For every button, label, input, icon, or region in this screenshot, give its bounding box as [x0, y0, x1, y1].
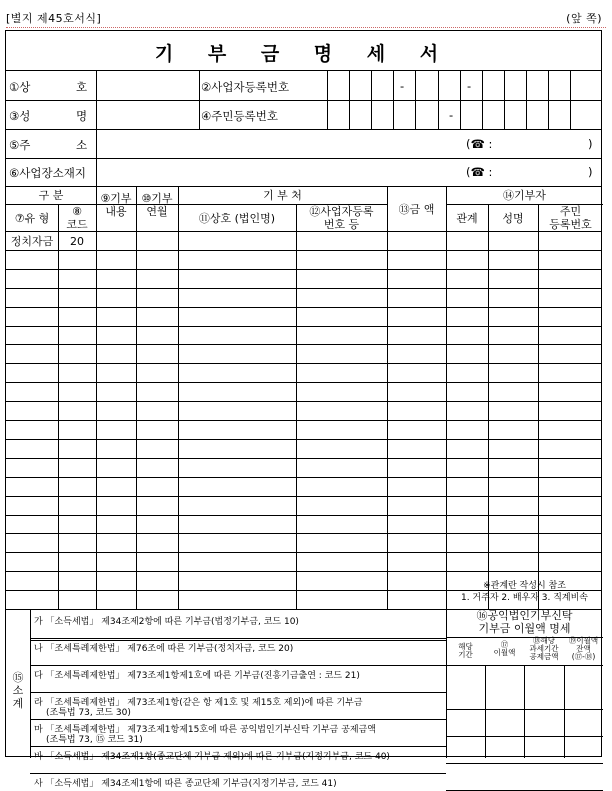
donation-form [5, 30, 602, 789]
subtotal-item: 바 「소득세법」 제34조제1항(종교단체 기부금 제외)에 따른 기부금(지정기부금, 코드 40) [34, 752, 390, 762]
relation-note-title: ※관계란 작성시 참조 [483, 581, 566, 591]
rule [446, 763, 603, 764]
rule [199, 70, 200, 129]
col-amount: ⑬금 액 [398, 203, 435, 216]
col-donor-group: ⑭기부자 [503, 189, 546, 202]
form-number: [별지 제45호서식] [6, 12, 102, 25]
subtotal-side-label: ⑮ 소 계 [12, 671, 24, 710]
rep-name-label: ③성 [9, 109, 31, 123]
subtotal-item: 다 「조세특례제한법」 제73조제1항제1호에 따른 기부금(진흥기금출연 : 코드 21) [34, 671, 360, 681]
col-donee-name: ⑪상호 (법인명) [198, 212, 276, 225]
rule [30, 638, 446, 639]
row-type: 정치자금 [10, 235, 54, 248]
phone-open-1: (☎ : [466, 137, 493, 151]
rule [58, 204, 59, 609]
rule [30, 640, 446, 641]
trade-name-label: ①상 [9, 80, 31, 94]
rule [548, 70, 549, 129]
col-donor-rrn: 주민 등록번호 [549, 205, 592, 231]
address-label: ⑤주 [9, 138, 31, 152]
biz-place-label: ⑥사업장소재지 [9, 166, 86, 180]
rule [30, 692, 446, 693]
rule [349, 70, 350, 129]
col-type: ⑦유 형 [14, 212, 50, 225]
rule [30, 746, 446, 747]
row-code: 20 [70, 235, 84, 248]
subtotal-item-note: (조특법 73, ⑮ 코드 31) [46, 735, 143, 745]
trust-col-carryover: ⑰ 이월액 [493, 640, 516, 657]
form-title: 기 부 금 명 세 서 [154, 43, 453, 65]
phone-open-2: (☎ : [466, 165, 493, 179]
rule [570, 70, 571, 129]
subtotal-item: 나 「조세특례제한법」 제76조에 따른 기부금(정치자금, 코드 20) [34, 644, 294, 654]
dotted-rule [6, 27, 606, 28]
bizno-dash-1: - [400, 79, 405, 93]
rule [178, 186, 179, 609]
rule [371, 70, 372, 129]
rule [504, 70, 505, 129]
rule [30, 719, 446, 720]
subtotal-item: 마 「조세특례제한법」 제73조제1항제15호에 따른 공익법인기부신탁 기부금 공제금액 [34, 725, 377, 735]
rule [387, 186, 388, 609]
page-side: (앞 쪽) [566, 12, 602, 25]
rule [438, 70, 439, 129]
address-label-2: 소 [76, 138, 88, 152]
bizno-dash-2: - [467, 79, 472, 93]
rule [485, 665, 486, 758]
rep-name-label-2: 명 [76, 109, 88, 123]
rule [524, 665, 525, 758]
subtotal-item: 사 「소득세법」 제34조제1항에 따른 종교단체 기부금(지정기부금, 코드 41) [34, 779, 337, 789]
subtotal-item: 가 「소득세법」 제34조제2항에 따른 기부금(법정기부금, 코드 10) [34, 617, 299, 627]
rule [30, 609, 31, 758]
relation-note-body: 1. 거주자 2. 배우자 3. 직계비속 [460, 593, 588, 603]
rule [30, 665, 446, 666]
trust-col-deduction: ⑱해당 과세기간 공제금액 [529, 636, 559, 661]
col-donor-name: 성명 [502, 212, 524, 225]
col-code: ⑧ 코드 [66, 205, 88, 231]
rrn-label: ④주민등록번호 [201, 109, 278, 123]
rule [136, 186, 137, 609]
rule [96, 70, 97, 129]
col-group-kind: 구 분 [38, 189, 64, 202]
trust-col-balance: ⑲이월액 잔액 (⑰-⑱) [568, 636, 599, 661]
rule [538, 204, 539, 609]
col-relation: 관계 [456, 212, 478, 225]
col-month: ⑩기부 연월 [141, 192, 173, 218]
rule [526, 70, 527, 129]
subtotal-item-note: (조특법 73, 코드 30) [46, 708, 131, 718]
col-donee-bizno: ⑫사업자등록 번호 등 [309, 205, 374, 231]
rrn-dash: - [449, 108, 454, 122]
rule [327, 70, 328, 129]
subtotal-item: 라 「조세특례제한법」 제73조제1항(같은 항 제1호 및 제15호 제외)에 따른 기부금 [34, 698, 363, 708]
rule [446, 186, 447, 609]
rule [564, 665, 565, 758]
rule [30, 773, 446, 774]
rule [488, 204, 489, 609]
phone-close-2: ) [588, 165, 593, 179]
rule [96, 186, 97, 609]
trade-name-label-2: 호 [76, 80, 88, 94]
col-content: ⑨기부 내용 [100, 192, 132, 218]
rule [482, 70, 483, 129]
rule [460, 70, 461, 129]
trust-col-period: 해당 기간 [458, 642, 473, 659]
rule [415, 70, 416, 129]
rule [296, 204, 297, 609]
phone-close-1: ) [588, 137, 593, 151]
rule [393, 70, 394, 129]
col-donee-group: 기 부 처 [263, 189, 302, 202]
rule [96, 129, 97, 186]
trust-carryover-title: ⑯공익법인기부신탁 기부금 이월액 명세 [476, 609, 573, 635]
biz-number-label: ②사업자등록번호 [201, 80, 290, 94]
